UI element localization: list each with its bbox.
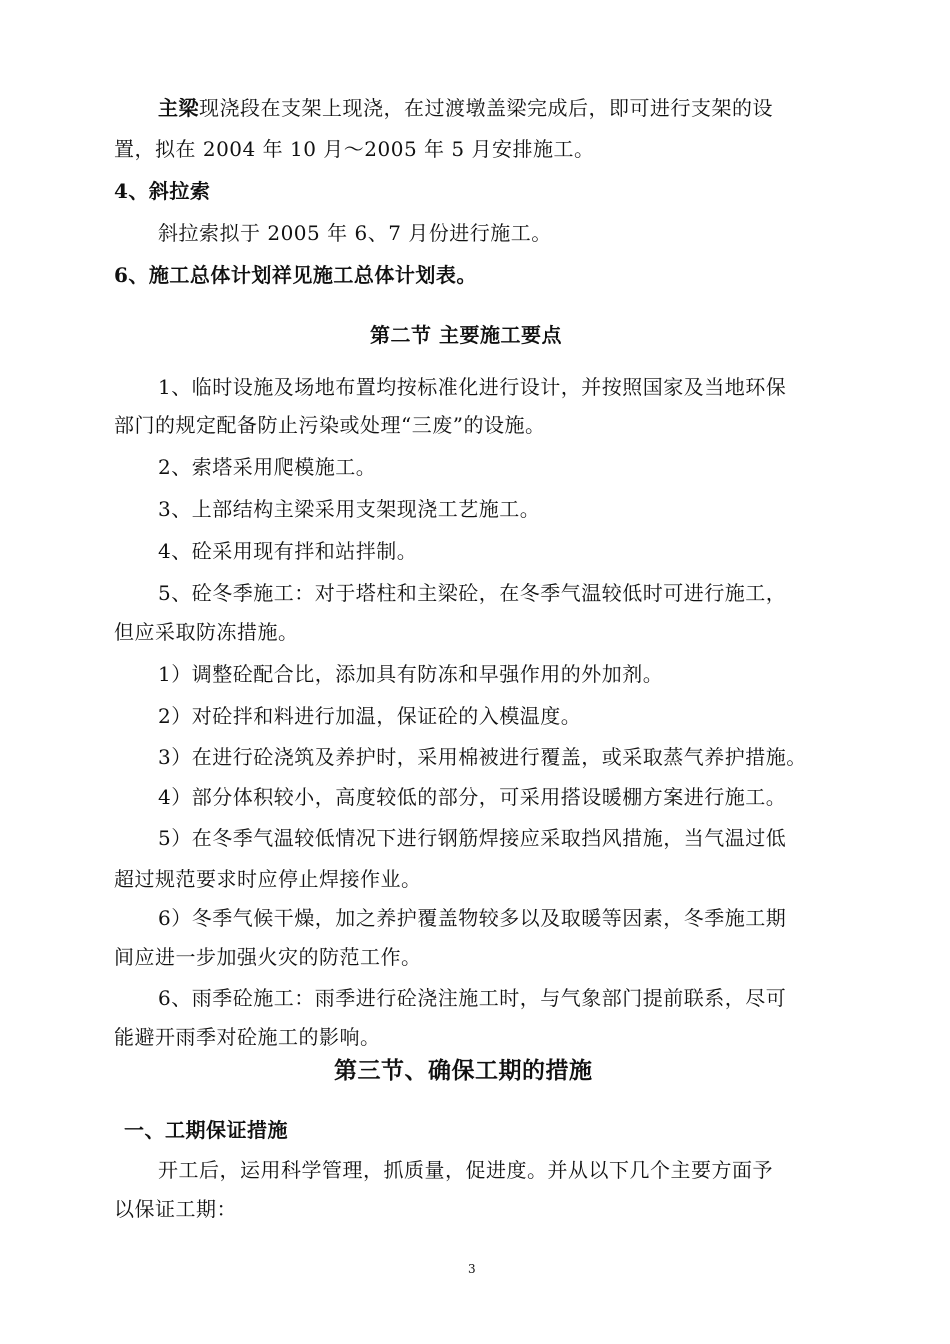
- girder-line-1-text: 现浇段在支架上现浇，在过渡墩盖梁完成后，即可进行支架的设: [199, 96, 773, 120]
- item-4: 4、砼采用现有拌和站拌制。: [158, 539, 418, 563]
- page-number: 3: [468, 1262, 476, 1276]
- heading-overall-plan: 6、施工总体计划祥见施工总体计划表。: [114, 263, 477, 287]
- item-3: 3、上部结构主梁采用支架现浇工艺施工。: [158, 497, 541, 521]
- sub-item-6-line-1: 6）冬季气候干燥，加之养护覆盖物较多以及取暖等因素，冬季施工期: [158, 906, 787, 930]
- sub-item-6-line-2: 间应进一步加强火灾的防范工作。: [114, 945, 422, 969]
- section-2-title: 第二节 主要施工要点: [370, 323, 562, 347]
- sub-item-3: 3）在进行砼浇筑及养护时，采用棉被进行覆盖，或采取蒸气养护措施。: [158, 745, 807, 769]
- sub-item-1: 1）调整砼配合比，添加具有防冻和早强作用的外加剂。: [158, 662, 664, 686]
- heading-cable: 4、斜拉索: [114, 179, 211, 203]
- paragraph-girder-line-1: [158, 95, 773, 121]
- item-5-line-2: 但应采取防冻措施。: [114, 620, 299, 644]
- sub-item-5-line-1: 5）在冬季气温较低情况下进行钢筋焊接应采取挡风措施，当气温过低: [158, 826, 787, 850]
- item-1-line-2: 部门的规定配备防止污染或处理“三废”的设施。: [114, 413, 546, 437]
- item-6-line-1: 6、雨季砼施工：雨季进行砼浇注施工时，与气象部门提前联系，尽可: [158, 986, 787, 1010]
- item-2: 2、索塔采用爬模施工。: [158, 455, 377, 479]
- item-5-line-1: 5、砼冬季施工：对于塔柱和主梁砼，在冬季气温较低时可进行施工，: [158, 581, 787, 605]
- item-1-line-1: 1、临时设施及场地布置均按标准化进行设计，并按照国家及当地环保: [158, 375, 787, 399]
- paragraph-girder-line-2: 置，拟在 2004 年 10 月～2005 年 5 月安排施工。: [114, 137, 595, 161]
- item-6-line-2: 能避开雨季对砼施工的影响。: [114, 1025, 381, 1049]
- girder-bold-lead: 主梁: [158, 96, 199, 120]
- sub-item-4: 4）部分体积较小，高度较低的部分，可采用搭设暖棚方案进行施工。: [158, 785, 787, 809]
- section-3-title: 第三节、确保工期的措施: [334, 1057, 593, 1084]
- paragraph-schedule-line-1: 开工后，运用科学管理，抓质量，促进度。并从以下几个主要方面予: [158, 1158, 773, 1182]
- paragraph-cable: 斜拉索拟于 2005 年 6、7 月份进行施工。: [158, 221, 552, 245]
- paragraph-schedule-line-2: 以保证工期：: [114, 1197, 237, 1221]
- sub-item-5-line-2: 超过规范要求时应停止焊接作业。: [114, 867, 422, 891]
- sub-item-2: 2）对砼拌和料进行加温，保证砼的入模温度。: [158, 704, 582, 728]
- sub-heading-schedule-guarantee: 一、工期保证措施: [124, 1118, 288, 1142]
